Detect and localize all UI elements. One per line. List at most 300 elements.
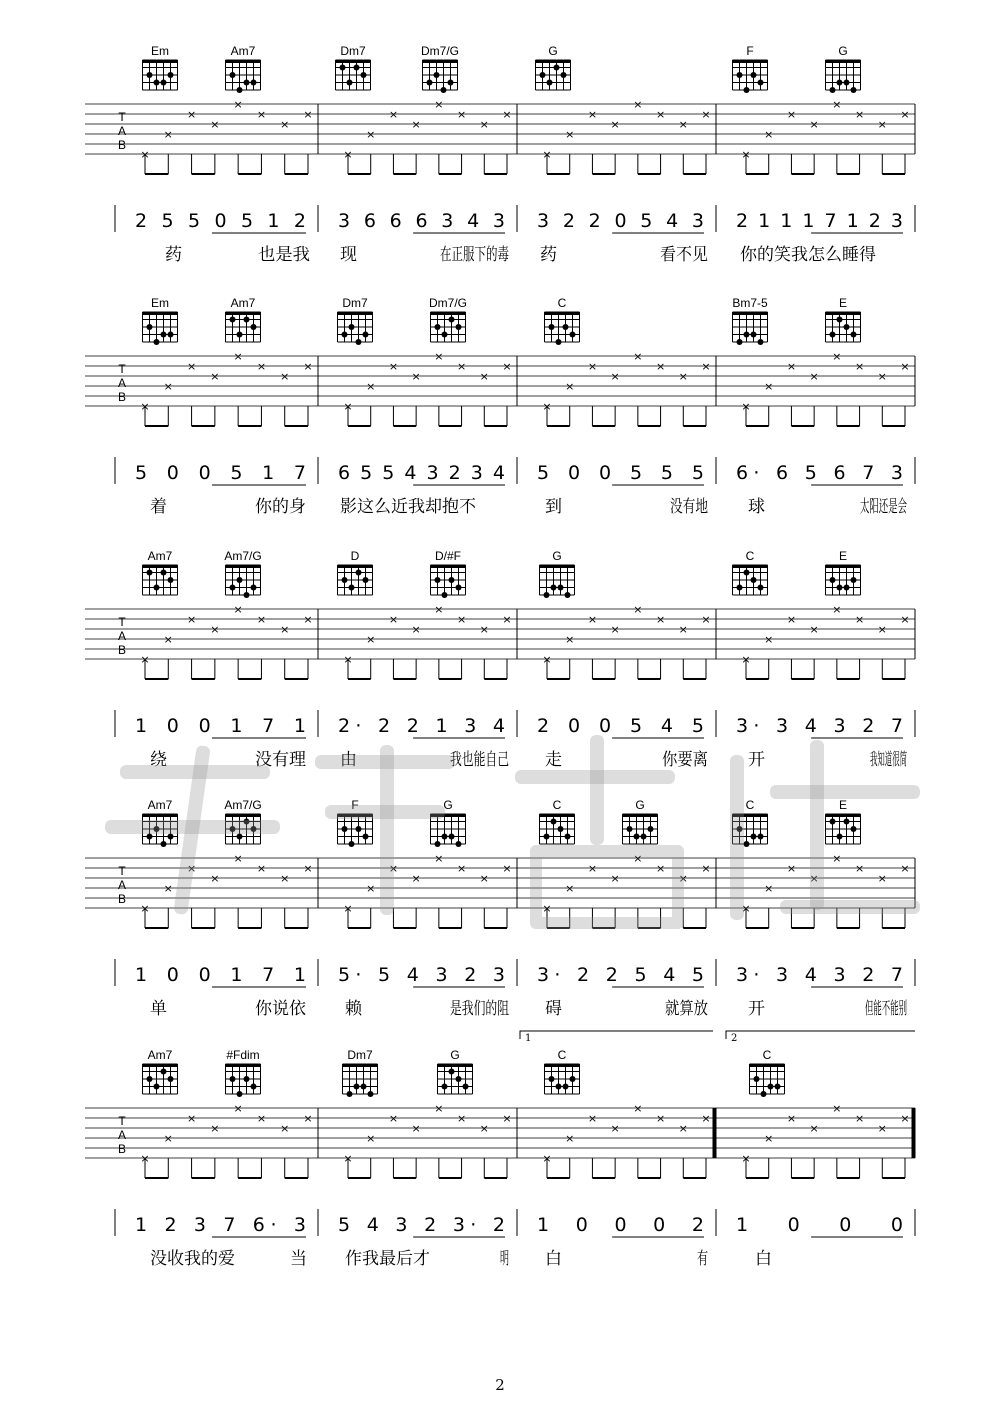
strum-mark: × [434,1102,444,1115]
lyric-text: 药 [540,245,557,265]
chord-finger-dot [349,324,355,330]
chord-finger-dot [230,1076,236,1082]
strum-mark: × [809,872,819,885]
chord-finger-dot [754,1076,760,1082]
strum-mark: × [587,360,598,373]
chord-finger-dot [363,577,369,583]
strum-mark: × [701,862,711,875]
watermark-logo [90,725,930,925]
lyric-text: 没收我的爱 [150,1249,235,1269]
strum-mark: × [479,118,489,131]
chord-finger-dot [544,592,550,598]
chord-finger-dot [349,585,355,591]
strum-mark: × [655,613,666,626]
lyric-text: 开 [748,999,765,1019]
jianpu-line [115,1209,915,1237]
chord-finger-dot [441,87,447,93]
chord-finger-dot [448,80,454,86]
strum-mark: × [565,1132,575,1145]
lyric-line [150,497,907,517]
strum-mark: × [434,852,444,865]
strum-mark: × [502,108,512,121]
chord-finger-dot [251,585,257,591]
chord-diagram-f [733,44,768,93]
strum-mark: × [210,118,220,131]
chord-finger-dot [837,585,843,591]
strum-mark: × [764,633,774,646]
chord-finger-dot [251,80,257,86]
chord-finger-dot [837,80,843,86]
strum-mark: × [809,1122,819,1135]
chord-finger-dot [851,332,857,338]
chord-finger-dot [161,570,167,576]
strum-mark: × [542,902,552,915]
chord-finger-dot [565,592,571,598]
lyric-text: 有 [697,1249,708,1269]
lyric-text: 碍 [545,999,562,1019]
chord-diagram-e [826,296,861,342]
chord-name: #Fdim [226,1048,260,1062]
tab-clef-b: B [117,138,127,152]
strum-mark: × [366,380,376,393]
chord-finger-dot [147,570,153,576]
strum-mark: × [502,862,512,875]
chord-finger-dot [463,1084,469,1090]
chord-finger-dot [570,1076,576,1082]
chord-finger-dot [549,324,555,330]
strum-mark: × [655,862,666,875]
chord-finger-dot [356,339,362,345]
chord-name: Am7 [230,44,256,58]
tab-clef-a: A [117,124,127,138]
lyric-line [150,999,907,1019]
strum-mark: × [877,1122,887,1135]
chord-name: D/#F [434,549,462,563]
chord-finger-dot [554,65,560,71]
strum-mark: × [633,1102,643,1115]
chord-diagram-am7 [143,1048,178,1094]
strum-mark: × [140,148,150,161]
strum-mark: × [832,350,842,363]
chord-name: C [557,296,567,310]
lyric-text: 着 [150,497,167,517]
chord-diagram-d [338,549,373,595]
tab-clef-a: A [117,376,127,390]
chord-diagram-c [733,549,768,595]
strum-mark: × [456,613,467,626]
strum-mark: × [701,108,711,121]
chord-finger-dot [427,80,433,86]
strum-mark: × [854,1112,865,1125]
chord-finger-dot [434,72,440,78]
strum-mark: × [633,98,643,111]
jianpu-measure-notes: 2 0 0 5 4 5 [537,715,704,737]
strum-mark: × [542,148,552,161]
chord-finger-dot [161,332,167,338]
chord-finger-dot [758,585,764,591]
strum-mark: × [809,623,819,636]
chord-diagram--fdim [226,1048,261,1097]
chord-finger-dot [154,585,160,591]
strum-mark: × [741,400,751,413]
chord-finger-dot [844,585,850,591]
strum-mark: × [256,1112,267,1125]
strum-mark: × [587,862,598,875]
lyric-text: 单 [150,999,167,1019]
chord-finger-dot [551,585,557,591]
chord-name: E [838,296,848,310]
strum-mark: × [854,108,865,121]
strum-mark: × [366,128,376,141]
strum-mark: × [479,872,489,885]
chord-name: Dm7 [342,296,368,310]
strum-mark: × [701,613,711,626]
jianpu-measure-notes: 5 0 0 5 5 5 [537,462,704,484]
lyric-text: 赖 [345,999,362,1019]
chord-finger-dot [851,577,857,583]
chord-name: E [838,798,848,812]
lyric-text: 走 [545,750,562,770]
lyric-text: 是我们的阻 [450,999,509,1019]
chord-finger-dot [168,332,174,338]
strum-mark: × [633,603,643,616]
chord-name: Am7 [147,549,173,563]
strum-mark: × [280,623,290,636]
chord-finger-dot [830,332,836,338]
lyric-text: 太阳还是会 [860,497,907,517]
lyric-text: 你的身 [255,497,306,517]
chord-finger-dot [244,592,250,598]
lyric-text: 现 [340,245,357,265]
chord-finger-dot [751,332,757,338]
chord-finger-dot [830,87,836,93]
strum-mark: × [610,370,620,383]
strum-mark: × [163,882,173,895]
chord-finger-dot [758,339,764,345]
strum-mark: × [610,623,620,636]
lyric-text: 影这么近我却抱不 [340,497,476,517]
strum-mark: × [456,862,467,875]
chord-name: C [552,798,562,812]
strum-mark: × [343,653,353,666]
volta-1-label: 1 [525,1033,532,1044]
strum-mark: × [303,1112,313,1125]
chord-finger-dot [737,585,743,591]
lyric-text: 由 [340,750,357,770]
jianpu-measure-notes: 3· 3 4 3 2 7 [736,964,903,986]
chord-diagram-dm7 [336,44,371,90]
chord-name: G [635,798,645,812]
strum-mark: × [388,108,399,121]
strum-mark: × [678,872,688,885]
strum-mark: × [587,108,598,121]
strum-mark: × [502,360,512,373]
strum-mark: × [832,98,842,111]
strum-mark: × [280,370,290,383]
chord-name: Am7/G [224,549,262,563]
strum-mark: × [256,360,267,373]
strum-mark: × [256,613,267,626]
chord-name: E [838,549,848,563]
strum-mark: × [366,1132,376,1145]
chord-finger-dot [340,65,346,71]
lyric-text: 作我最后才 [345,1249,430,1269]
chord-finger-dot [244,1076,250,1082]
tab-clef-t: T [118,110,126,124]
lyric-text: 就算放 [665,999,708,1019]
chord-finger-dot [442,1084,448,1090]
strum-mark: × [456,360,467,373]
chord-diagram-g [826,44,861,93]
chord-finger-dot [168,72,174,78]
chord-finger-dot [761,1091,767,1097]
strum-mark: × [186,360,197,373]
chord-finger-dot [758,80,764,86]
strum-mark: × [343,902,353,915]
strum-mark: × [877,623,887,636]
strum-mark: × [434,350,444,363]
strum-mark: × [303,360,313,373]
chord-finger-dot [161,80,167,86]
chord-finger-dot [563,324,569,330]
volta-1 [520,1031,713,1039]
strum-mark: × [280,1122,290,1135]
chord-finger-dot [540,72,546,78]
chord-name: G [838,44,848,58]
strum-mark: × [786,360,797,373]
chord-name: Dm7 [340,44,366,58]
strum-mark: × [542,653,552,666]
chord-diagram-am7 [226,296,261,342]
jianpu-measure-notes: 3 6 6 6 3 4 3 [338,210,505,232]
strum-mark: × [678,370,688,383]
strum-mark: × [655,108,666,121]
chord-finger-dot [561,72,567,78]
lyric-text: 球 [748,497,765,517]
tab-clef-b: B [117,892,127,906]
page-number: 2 [495,1376,505,1394]
chord-finger-dot [751,577,757,583]
strum-mark: × [565,380,575,393]
lyric-text: 我知道很简 [870,750,907,770]
tab-clef-t: T [118,615,126,629]
chord-finger-dot [363,332,369,338]
chord-finger-dot [237,1091,243,1097]
chord-finger-dot [556,1084,562,1090]
chord-name: C [745,798,755,812]
lyric-text: 当 [290,1249,307,1269]
jianpu-measure-notes: 5 0 0 5 1 7 [135,462,306,484]
strum-mark: × [655,360,666,373]
tab-clef-b: B [117,643,127,657]
jianpu-measure-notes: 1 0 0 0 [736,1214,903,1236]
strum-mark: × [210,623,220,636]
strum-mark: × [140,653,150,666]
jianpu-measure-notes: 2 5 5 0 5 1 2 [135,210,306,232]
chord-diagram-am7 [143,549,178,595]
jianpu-measure-notes: 3· 2 2 5 4 5 [537,964,704,986]
tab-clef-a: A [117,878,127,892]
strum-mark: × [456,108,467,121]
strum-mark: × [210,872,220,885]
chord-finger-dot [737,339,743,345]
chord-finger-dot [558,585,564,591]
strum-mark: × [163,380,173,393]
chord-name: Em [151,296,169,310]
chord-diagram-d--f [431,549,466,598]
strum-mark: × [786,108,797,121]
strum-mark: × [502,613,512,626]
chord-finger-dot [237,577,243,583]
chord-finger-dot [456,585,462,591]
strum-mark: × [479,370,489,383]
lyric-text: 你要离 [662,750,708,770]
strum-mark: × [233,603,243,616]
chord-diagram-am7 [226,44,261,93]
chord-finger-dot [168,577,174,583]
strum-mark: × [587,1112,598,1125]
strum-mark: × [502,1112,512,1125]
strum-mark: × [832,603,842,616]
chord-finger-dot [368,1091,374,1097]
strum-mark: × [303,613,313,626]
chord-finger-dot [147,72,153,78]
strum-mark: × [565,882,575,895]
tab-clef-b: B [117,1142,127,1156]
strum-mark: × [233,852,243,865]
chord-finger-dot [737,72,743,78]
strum-mark: × [303,862,313,875]
chord-finger-dot [244,80,250,86]
chord-finger-dot [456,324,462,330]
chord-finger-dot [361,72,367,78]
chord-diagram-c [750,1048,785,1097]
chord-finger-dot [347,1091,353,1097]
jianpu-measure-notes: 2 1 1 1 7 1 2 3 [736,210,903,232]
lyric-text: 白 [545,1249,562,1269]
chord-finger-dot [147,324,153,330]
strum-mark: × [186,862,197,875]
strum-mark: × [741,1152,751,1165]
strum-mark: × [832,1102,842,1115]
strum-mark: × [140,400,150,413]
strum-mark: × [877,872,887,885]
strum-mark: × [701,360,711,373]
lyric-text: 开 [748,750,765,770]
lyric-text: 绕 [150,750,167,770]
strum-mark: × [479,1122,489,1135]
chord-finger-dot [744,87,750,93]
strum-mark: × [764,128,774,141]
strum-mark: × [678,623,688,636]
chord-diagram-e [826,549,861,595]
chord-finger-dot [775,1084,781,1090]
strum-mark: × [411,118,421,131]
chord-name: Dm7/G [420,44,460,58]
strum-mark: × [479,623,489,636]
chord-diagram-am7-g [224,549,261,598]
strum-mark: × [741,148,751,161]
lyric-text: 也是我 [258,245,310,265]
chord-finger-dot [154,80,160,86]
chord-name: G [443,798,453,812]
strum-mark: × [854,862,865,875]
volta-2-label: 2 [731,1033,738,1044]
chord-name: Dm7/G [428,296,468,310]
strum-mark: × [411,872,421,885]
chord-name: Am7 [147,798,173,812]
strum-mark: × [343,1152,353,1165]
jianpu-measure-notes: 5 4 3 2 3· 2 [338,1214,505,1236]
chord-diagram-g [540,549,575,598]
chord-name: C [745,549,755,563]
strum-mark: × [764,882,774,895]
strum-mark: × [343,400,353,413]
chord-finger-dot [154,1084,160,1090]
chord-name: Am7 [230,296,256,310]
strum-mark: × [900,1112,910,1125]
chord-name: Am7 [147,1048,173,1062]
chord-finger-dot [168,1076,174,1082]
lyric-text: 我也能自己 [450,750,509,770]
chord-finger-dot [449,317,455,323]
strum-mark: × [186,1112,197,1125]
strum-mark: × [610,872,620,885]
strum-mark: × [900,108,910,121]
chord-name: C [557,1048,567,1062]
strum-mark: × [900,862,910,875]
strum-mark: × [764,380,774,393]
strum-mark: × [786,1112,797,1125]
tab-clef-t: T [118,362,126,376]
strum-mark: × [587,613,598,626]
strum-mark: × [163,633,173,646]
chord-finger-dot [230,317,236,323]
chord-name: F [351,798,359,812]
chord-finger-dot [230,585,236,591]
strum-mark: × [233,1102,243,1115]
strum-mark: × [610,118,620,131]
lyric-text: 没有地 [670,497,708,517]
chord-finger-dot [549,1076,555,1082]
tab-clef-b: B [117,390,127,404]
chord-finger-dot [435,577,441,583]
chord-finger-dot [161,1069,167,1075]
chord-finger-dot [251,324,257,330]
strum-mark: × [434,98,444,111]
strum-mark: × [343,148,353,161]
tab-staff [85,98,915,174]
chord-name: G [552,549,562,563]
chord-finger-dot [347,80,353,86]
chord-finger-dot [342,332,348,338]
strum-mark: × [456,1112,467,1125]
chord-finger-dot [563,1084,569,1090]
strum-mark: × [900,360,910,373]
strum-mark: × [854,613,865,626]
strum-mark: × [256,108,267,121]
strum-mark: × [900,613,910,626]
chord-finger-dot [449,577,455,583]
strum-mark: × [633,852,643,865]
chord-name: C [762,1048,772,1062]
jianpu-measure-notes: 2· 2 2 1 3 4 [338,715,505,737]
chord-finger-dot [744,332,750,338]
chord-finger-dot [147,1076,153,1082]
lyric-line [150,1249,772,1269]
lyric-text: 明 [500,1249,509,1269]
strum-mark: × [786,862,797,875]
